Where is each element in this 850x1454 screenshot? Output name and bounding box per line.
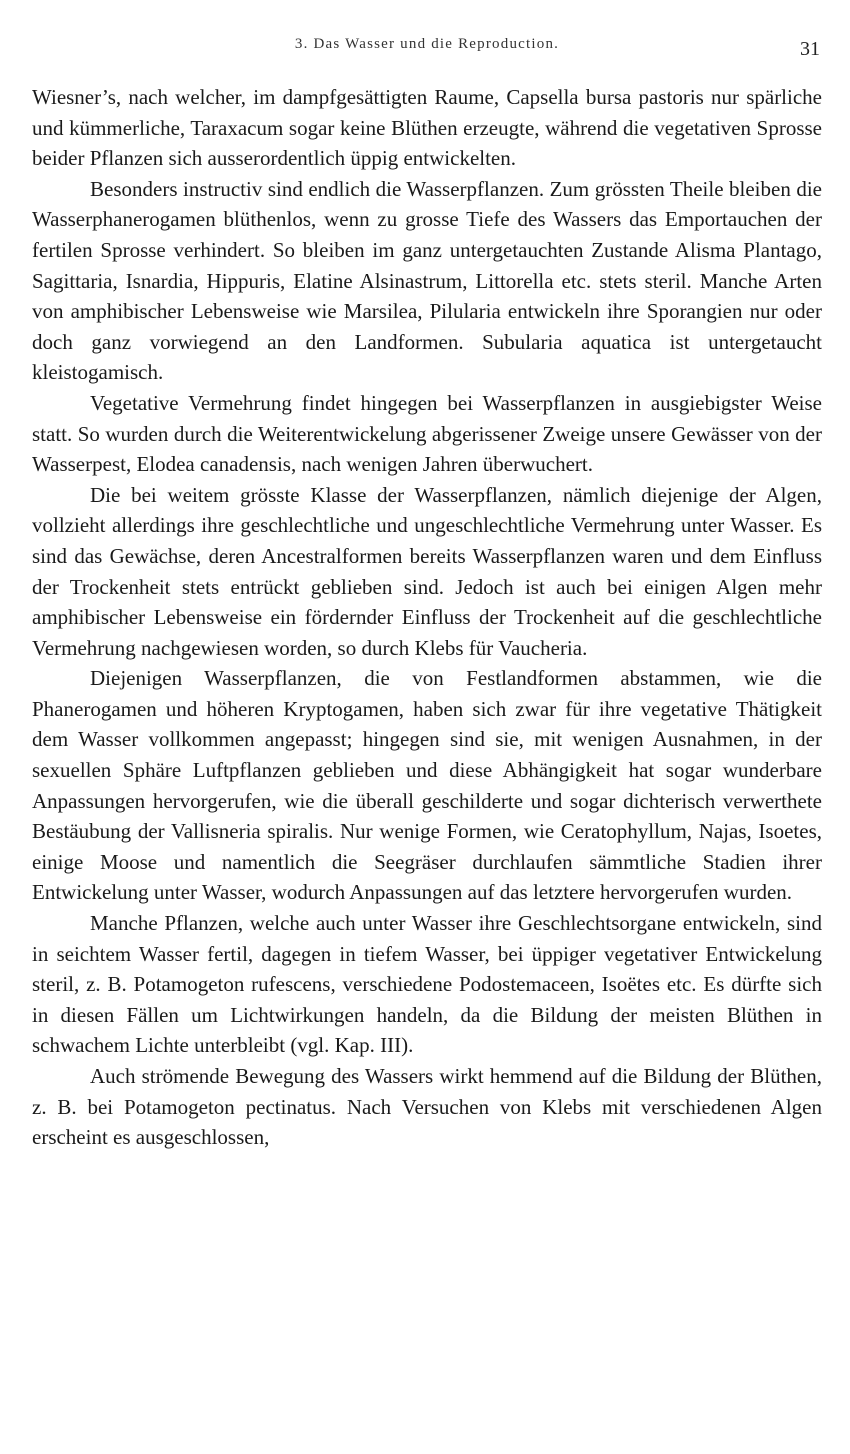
paragraph: Die bei weitem grösste Klasse der Wasserpflanzen, nämlich diejenige der Algen, vollzieht allerdings ihre geschlechtliche und ungeschlechtliche Vermehrung unter Wasser. Es sind das Gewächse, deren Ancestralformen bereits Wasserpflanzen waren und dem Einfluss der Trockenheit stets entrückt geblieben sind. Jedoch ist auch bei einigen Algen mehr amphibischer Lebensweise ein fördernder Einfluss der Trockenheit auf die geschlechtliche Vermehrung nachgewiesen worden, so durch Klebs für Vaucheria. xyxy=(32,482,822,660)
paragraph: Manche Pflanzen, welche auch unter Wasser ihre Geschlechtsorgane entwickeln, sind in seichtem Wasser fertil, dagegen in tiefem Wasser, bei üppiger vegetativer Entwickelung steril, z. B. Potamogeton rufescens, verschiedene Podostemaceen, Isoëtes etc. Es dürfte sich in diesen Fällen um Lichtwirkungen handeln, da die Bildung der meisten Blüthen in schwachem Lichte unterbleibt (vgl. Kap. III). xyxy=(32,911,822,1058)
paragraph: Besonders instructiv sind endlich die Wasserpflanzen. Zum grössten Theile bleiben die Wasserphanerogamen blüthenlos, wenn zu grosse Tiefe des Wassers das Emportauchen der fertilen Sprosse verhindert. So bleiben im ganz untergetauchten Zustande Alisma Plantago, Sagittaria, Isnardia, Hippuris, Elatine Alsinastrum, Littorella etc. stets steril. Manche Arten von amphibischer Lebensweise wie Marsilea, Pilularia entwickeln ihre Sporangien nur oder doch ganz vorwiegend an den Landformen. Subularia aquatica ist untergetaucht kleistogamisch. xyxy=(32,176,822,385)
page-number: 31 xyxy=(800,38,820,60)
paragraph-last: Auch strömende Bewegung des Wassers wirkt hemmend auf die Bildung der Blüthen, z. B. bei Potamogeton pectinatus. Nach Versuchen von Klebs mit verschiedenen Algen erscheint es ausgeschlossen, xyxy=(32,1064,822,1150)
paragraph: Diejenigen Wasserpflanzen, die von Festlandformen abstammen, wie die Phanerogamen und höheren Kryptogamen, haben sich zwar für ihre vegetative Thätigkeit dem Wasser vollkommen angepasst; hingegen sind sie, mit wenigen Ausnahmen, in der sexuellen Sphäre Luftpflanzen geblieben und diese Abhängigkeit hat sogar wunderbare Anpassungen hervorgerufen, wie die überall geschilderte und sogar dichterisch verwerthete Bestäubung der Vallisneria spiralis. Nur wenige Formen, wie Ceratophyllum, Najas, Isoetes, einige Moose und namentlich die Seegräser durchlaufen sämmtliche Stadien ihrer Entwickelung unter Wasser, wodurch Anpassungen auf das letztere hervorgerufen wurden. xyxy=(32,666,822,905)
page-header xyxy=(32,30,822,70)
body-text xyxy=(32,82,822,1153)
paragraph: Vegetative Vermehrung findet hingegen bei Wasserpflanzen in ausgiebigster Weise statt. So wurden durch die Weiterentwickelung abgerissener Zweige unsere Gewässer von der Wasserpest, Elodea canadensis, nach wenigen Jahren überwuchert. xyxy=(32,390,822,477)
running-head: 3. Das Wasser und die Reproduction. xyxy=(294,36,560,52)
book-page xyxy=(32,30,822,1153)
paragraph-continued: Wiesner’s, nach welcher, im dampfgesättigten Raume, Capsella bursa pastoris nur spärliche und kümmerliche, Taraxacum sogar keine Blüthen erzeugte, während die vegetativen Sprosse beider Pflanzen sich ausserordentlich üppig entwickelten. xyxy=(32,85,822,171)
